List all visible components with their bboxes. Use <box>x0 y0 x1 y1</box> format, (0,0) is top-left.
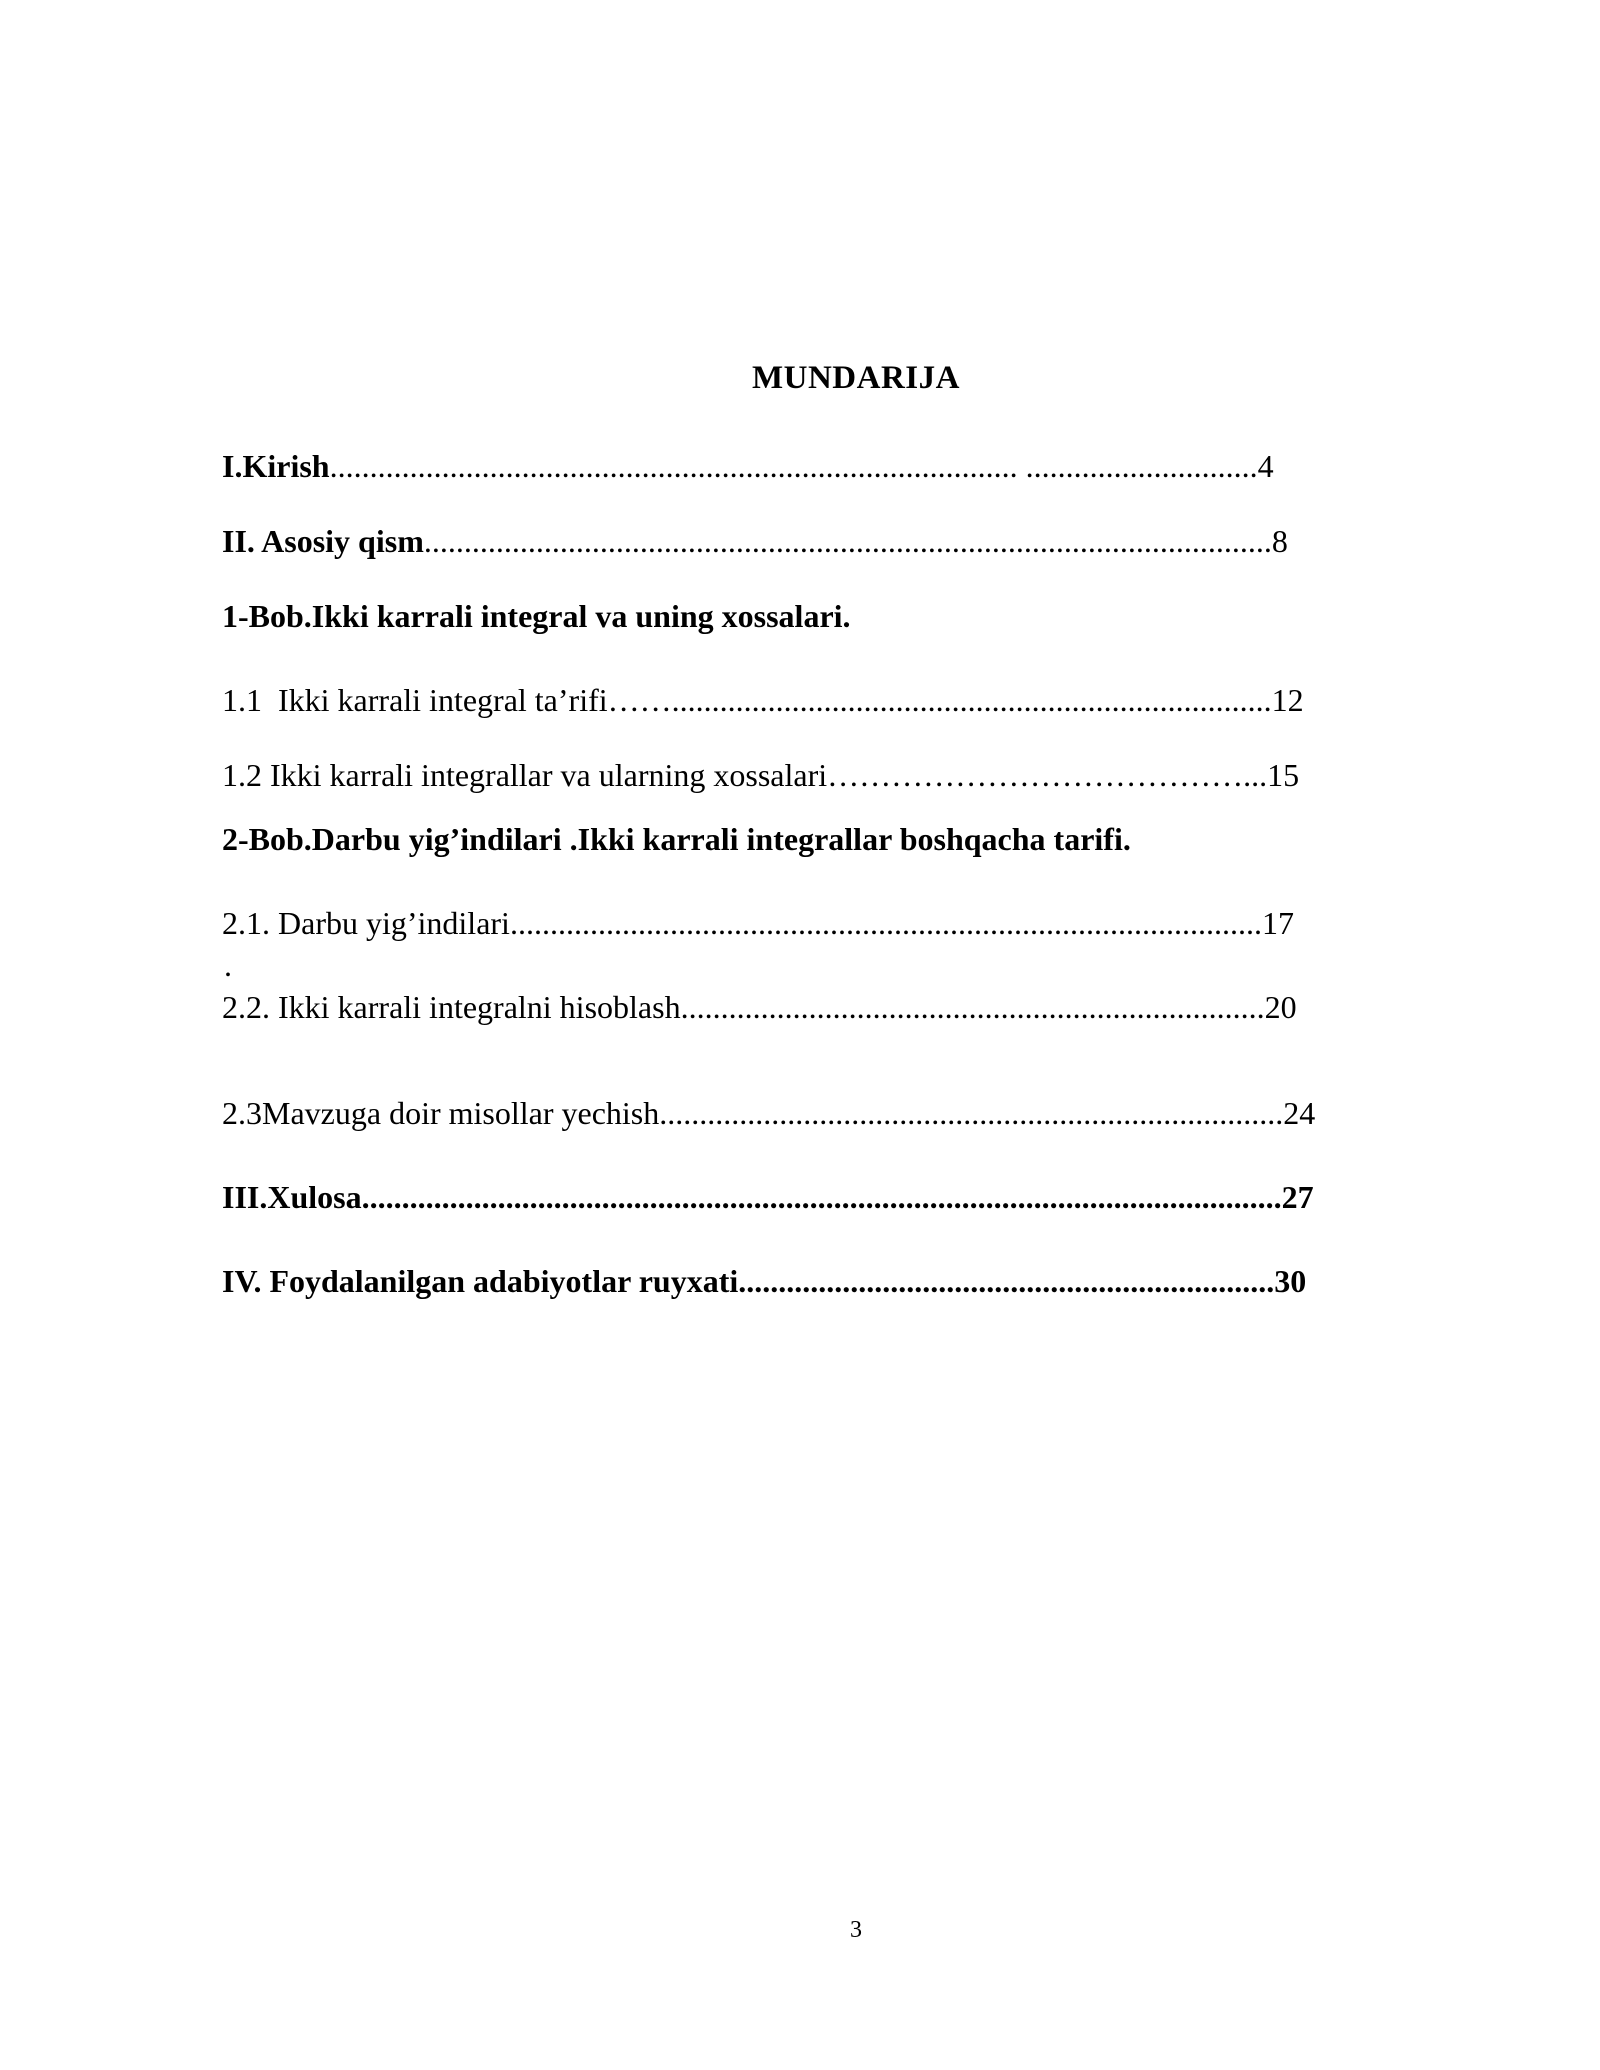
toc-entry-xulosa <box>222 1177 1314 1217</box>
toc-entry-page: 20 <box>1264 989 1297 1025</box>
toc-entry-leader: ……........................................................................... <box>607 682 1272 718</box>
toc-entry-label: 2.3Mavzuga doir misollar yechish <box>222 1095 660 1131</box>
toc-entry-asosiy-qism <box>222 521 1288 561</box>
toc-chapter-2-heading <box>222 819 1131 859</box>
toc-entry-kirish <box>222 446 1274 486</box>
toc-entry-label: III.Xulosa <box>222 1179 362 1215</box>
toc-entry-page: 15 <box>1267 757 1300 793</box>
toc-entry-page: 24 <box>1283 1095 1316 1131</box>
toc-title: MUNDARIJA <box>752 360 960 396</box>
toc-entry-leader: …………………………………... <box>827 757 1268 793</box>
toc-entry-2-1 <box>222 903 1294 943</box>
toc-entry-1-1 <box>222 680 1304 720</box>
toc-entry-2-3 <box>222 1093 1315 1133</box>
toc-entry-leader: ................................................................... <box>738 1263 1275 1299</box>
toc-entry-leader: .............................................................................................. <box>509 905 1262 941</box>
toc-entry-leader: .......................................................................................................... <box>423 523 1272 559</box>
toc-chapter-1-heading <box>222 596 851 636</box>
toc-entry-label: 1.2 Ikki karrali integrallar va ularning xossalari <box>222 757 828 793</box>
toc-entry-label: I.Kirish <box>222 448 330 484</box>
toc-entry-label: 2.1. Darbu yig’indilari <box>222 905 510 941</box>
toc-entry-page: 8 <box>1271 523 1288 559</box>
toc-entry-2-2 <box>222 987 1297 1027</box>
toc-entry-leader: ................................................................................................................... <box>361 1179 1282 1215</box>
stray-dot: . <box>224 947 232 983</box>
toc-entry-page: 4 <box>1257 448 1274 484</box>
toc-entry-label: 1.1 Ikki karrali integral ta’rifi <box>222 682 608 718</box>
toc-entry-adabiyotlar <box>222 1261 1306 1301</box>
toc-entry-label: II. Asosiy qism <box>222 523 424 559</box>
toc-entry-1-2 <box>222 755 1299 795</box>
toc-entry-page: 27 <box>1281 1179 1314 1215</box>
toc-entry-leader: ......................................................................... <box>680 989 1265 1025</box>
toc-entry-label: 2-Bob.Darbu yig’indilari .Ikki karrali integrallar boshqacha tarifi. <box>222 821 1131 857</box>
toc-entry-leader: .............................................................................. <box>659 1095 1284 1131</box>
footer-page-number: 3 <box>850 1917 862 1943</box>
toc-entry-page: 17 <box>1261 905 1294 941</box>
toc-entry-label: 1-Bob.Ikki karrali integral va uning xossalari. <box>222 598 851 634</box>
toc-entry-page: 30 <box>1274 1263 1307 1299</box>
toc-entry-leader: ...................................................................................... ............................. <box>329 448 1258 484</box>
toc-entry-page: 12 <box>1271 682 1304 718</box>
toc-entry-label: 2.2. Ikki karrali integralni hisoblash <box>222 989 681 1025</box>
toc-entry-label: IV. Foydalanilgan adabiyotlar ruyxati <box>222 1263 739 1299</box>
